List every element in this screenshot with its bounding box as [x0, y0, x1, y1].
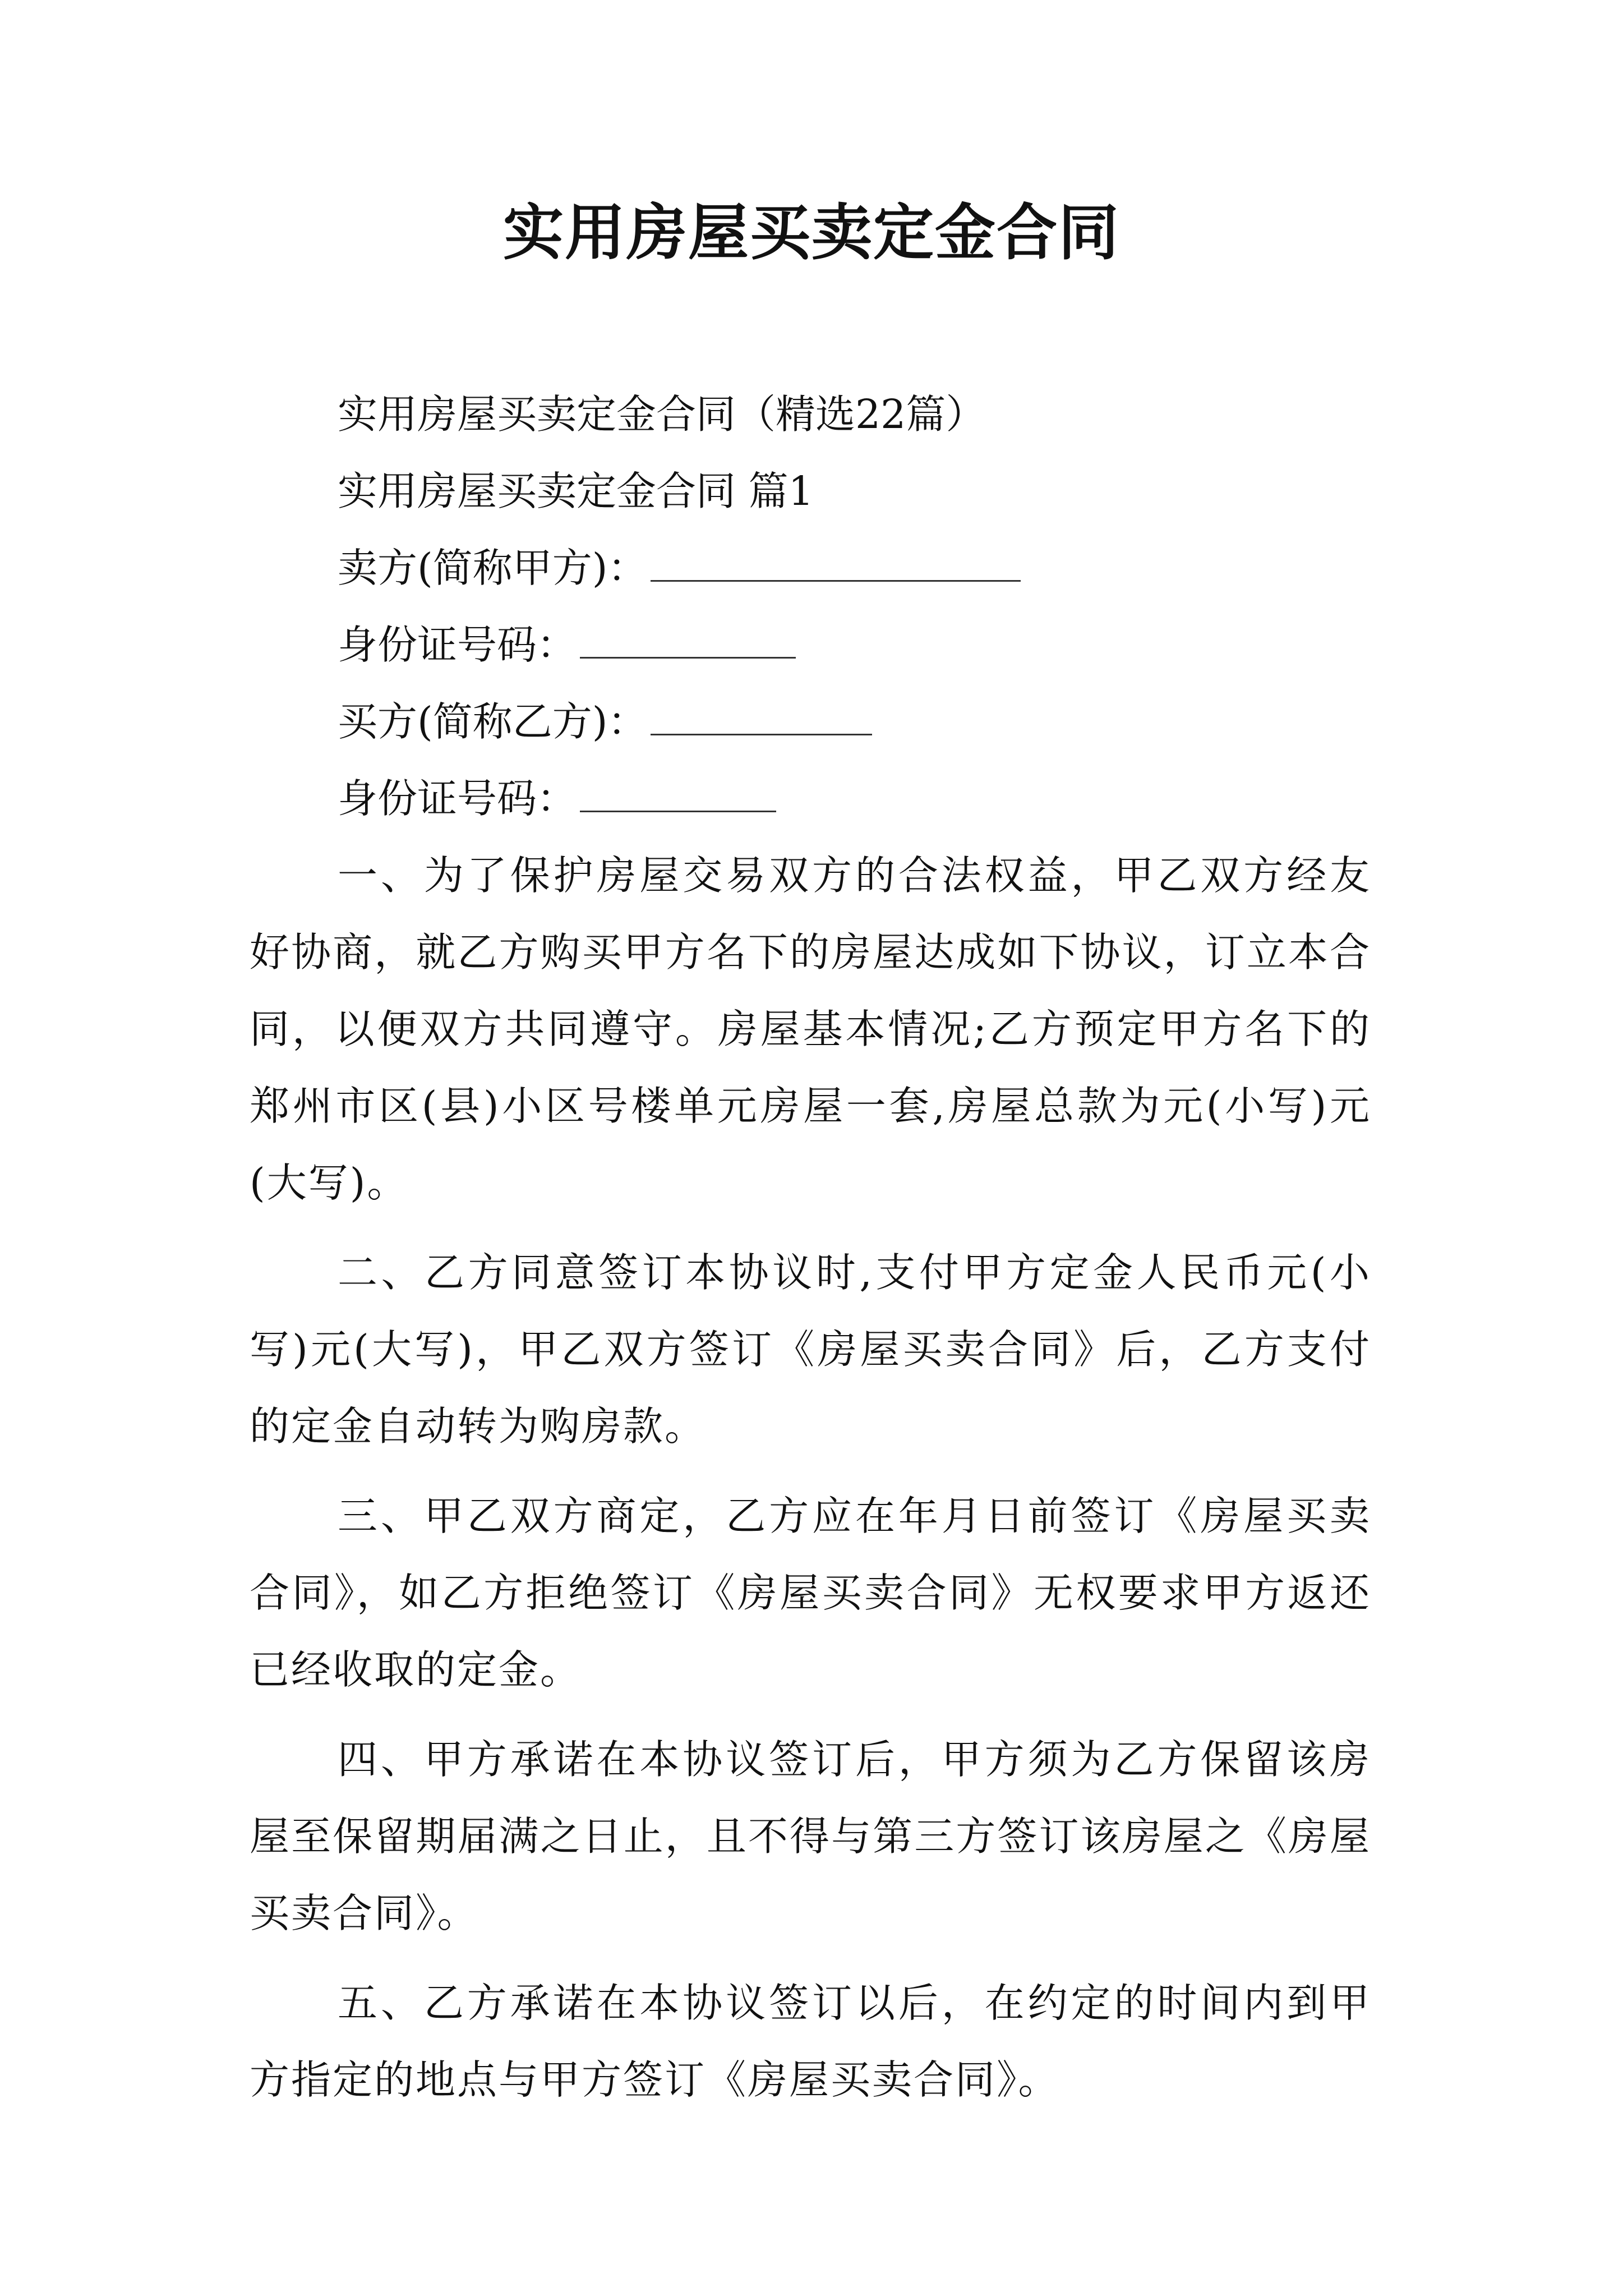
seller-id-blank	[580, 623, 796, 659]
buyer-name-blank	[651, 700, 872, 735]
seller-id-line	[250, 606, 1371, 683]
buyer-id-label: 身份证号码：	[338, 775, 577, 822]
clause-2: 二、乙方同意签订本协议时,支付甲方定金人民币元(小写)元(大写)，甲乙双方签订《房屋买卖合同》后，乙方支付的定金自动转为购房款。	[250, 1249, 1371, 1450]
buyer-id-line	[250, 760, 1371, 837]
seller-name-line	[250, 530, 1371, 606]
clause-5: 五、乙方承诺在本协议签订以后，在约定的时间内到甲方指定的地点与甲方签订《房屋买卖合同》。	[250, 1980, 1371, 2103]
seller-name-blank	[651, 546, 1021, 582]
buyer-name-label: 买方(简称乙方)：	[338, 698, 648, 745]
clause-3: 三、甲乙双方商定，乙方应在年月日前签订《房屋买卖合同》，如乙方拒绝签订《房屋买卖合同》无权要求甲方返还已经收取的定金。	[250, 1493, 1371, 1693]
document-title: 实用房屋买卖定金合同	[502, 197, 1120, 268]
seller-name-label: 卖方(简称甲方)：	[338, 545, 648, 591]
buyer-id-blank	[580, 777, 776, 812]
document-body	[250, 376, 1371, 2131]
buyer-name-line	[250, 683, 1371, 760]
clause-1: 一、为了保护房屋交易双方的合法权益，甲乙双方经友好协商，就乙方购买甲方名下的房屋达成如下协议，订立本合同，以便双方共同遵守。房屋基本情况;乙方预定甲方名下的郑州市区(县)小区号楼单元房屋一套,房屋总款为元(小写)元(大写)。	[250, 852, 1371, 1206]
document-subtitle: 实用房屋买卖定金合同（精选22篇）	[338, 391, 986, 438]
seller-id-label: 身份证号码：	[338, 622, 577, 668]
section-heading: 实用房屋买卖定金合同 篇1	[338, 468, 814, 514]
clause-4: 四、甲方承诺在本协议签订后，甲方须为乙方保留该房屋至保留期届满之日止，且不得与第三方签订该房屋之《房屋买卖合同》。	[250, 1736, 1371, 1936]
